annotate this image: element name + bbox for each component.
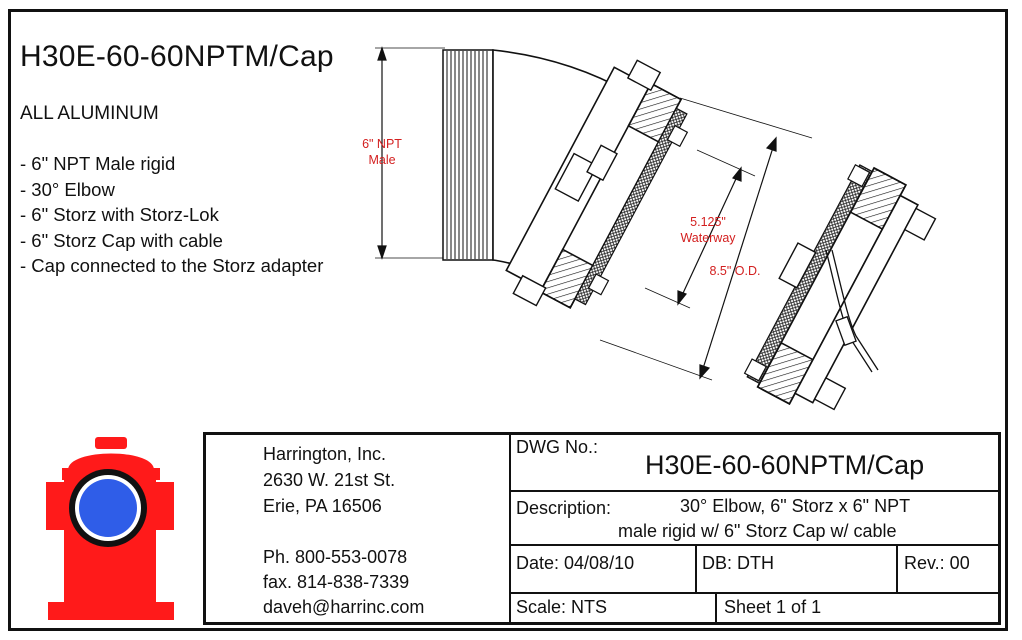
- npt-label-line: 6" NPT: [362, 137, 402, 151]
- company-fax: fax. 814-838-7339: [263, 572, 410, 592]
- feature-item: - 6" Storz with Storz-Lok: [20, 204, 219, 225]
- drawn-by: DB: DTH: [702, 553, 774, 573]
- feature-item: - Cap connected to the Storz adapter: [20, 255, 324, 276]
- dwg-number: H30E-60-60NPTM/Cap: [645, 450, 925, 480]
- company-name: Harrington, Inc.: [263, 444, 387, 464]
- company-street: 2630 W. 21st St.: [263, 470, 396, 490]
- feature-item: - 30° Elbow: [20, 178, 115, 200]
- waterway-label-line: Waterway: [680, 231, 736, 245]
- waterway-label: [672, 214, 744, 246]
- dwg-label: DWG No.:: [516, 437, 599, 457]
- npt-thread: [443, 50, 493, 260]
- company-email: daveh@harrinc.com: [263, 597, 425, 617]
- description-label: Description:: [516, 498, 612, 518]
- npt-label: [352, 136, 412, 168]
- waterway-label-line: 5.125": [690, 215, 726, 229]
- company-city: Erie, PA 16506: [263, 496, 382, 516]
- material-note: ALL ALUMINUM: [20, 103, 159, 124]
- od-label: 8.5" O.D.: [709, 264, 761, 278]
- revision: Rev.: 00: [904, 553, 970, 573]
- feature-item: - 6" Storz Cap with cable: [20, 229, 223, 251]
- npt-label-line: Male: [368, 153, 396, 167]
- feature-item: - 6" NPT Male rigid: [20, 153, 176, 174]
- description-line-1: 30° Elbow, 6" Storz x 6" NPT: [680, 496, 911, 516]
- storz-cap: [729, 153, 943, 424]
- description-line-2: male rigid w/ 6" Storz Cap w/ cable: [618, 521, 897, 541]
- sheet: Sheet 1 of 1: [724, 597, 822, 617]
- date: Date: 04/08/10: [516, 553, 635, 573]
- company-phone: Ph. 800-553-0078: [263, 547, 408, 567]
- fire-hydrant-logo: [46, 437, 174, 620]
- drawing-title: H30E-60-60NPTM/Cap: [20, 40, 334, 73]
- scale: Scale: NTS: [516, 597, 608, 617]
